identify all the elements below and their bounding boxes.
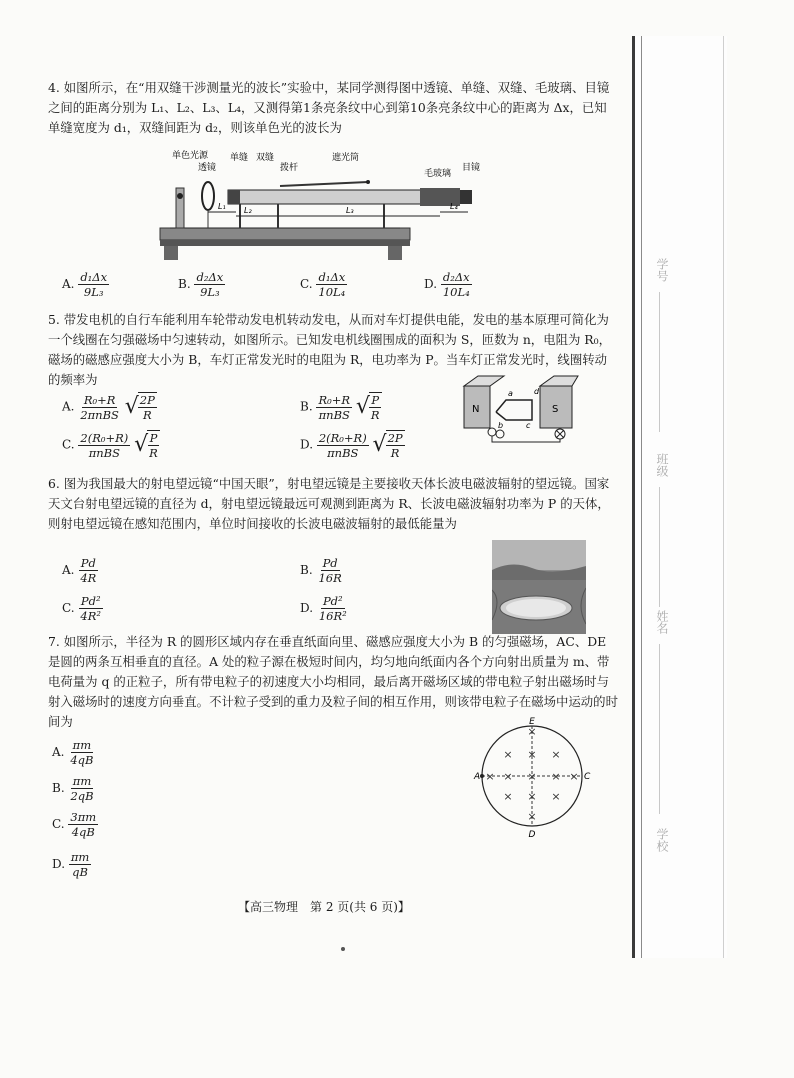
- radical-denominator: R: [149, 446, 158, 460]
- option-label: D.: [300, 601, 314, 615]
- label-lens: 透镜: [198, 163, 217, 173]
- label-L2: L₂: [244, 206, 252, 215]
- option-label: A.: [62, 399, 75, 414]
- option-denominator: 16R: [318, 571, 342, 585]
- question-4-stem: 4. 如图所示，在“用双缝干涉测量光的波长”实验中，某同学测得图中透镜、单缝、双缝、毛玻璃、目镜之间的距离分别为 L₁、L₂、L₃、L₄，又测得第1条亮条纹中心到第10条亮条纹中心的距离为 Δx，已知单缝宽度为 d₁，双缝间距为 d₂，则该单色光的波长为: [48, 80, 610, 135]
- binding-line: [659, 644, 660, 814]
- option-label: C.: [62, 437, 75, 452]
- option-denominator: 4R: [80, 571, 97, 585]
- option-denominator: 10L₄: [318, 285, 346, 299]
- option-label: C.: [62, 601, 75, 615]
- label-single-slit: 单缝: [230, 153, 249, 163]
- option-label: D.: [424, 277, 438, 291]
- option-denominator: πnBS: [318, 407, 350, 422]
- label-double-slit: 双缝: [256, 153, 275, 163]
- label-tube: 遮光筒: [332, 153, 360, 163]
- magnetic-field-circle-figure: [470, 716, 594, 840]
- option-label: A.: [62, 563, 75, 577]
- svg-text:×: ×: [551, 770, 561, 783]
- label-L1: L₁: [218, 202, 226, 211]
- coil-label-a: a: [508, 389, 513, 398]
- q6-option-b[interactable]: [300, 556, 344, 585]
- option-numerator: 2(R₀+R): [80, 430, 129, 445]
- svg-text:×: ×: [503, 770, 513, 783]
- option-numerator: d₂Δx: [442, 270, 470, 284]
- option-numerator: Pd²: [322, 594, 343, 608]
- q7-option-b[interactable]: [52, 774, 96, 803]
- option-denominator: 2qB: [70, 789, 94, 803]
- svg-text:×: ×: [551, 790, 561, 803]
- option-numerator: Pd: [80, 556, 96, 570]
- binding-label-school: 学校: [655, 828, 669, 852]
- q7-option-c[interactable]: [52, 810, 98, 839]
- option-denominator: 4qB: [71, 825, 95, 839]
- option-denominator: 9L₃: [200, 285, 220, 299]
- q5-option-d[interactable]: D. $\frac{\text{2(R₀+R)}}{\text{πnBS}}$ √ $\frac{2P}{R}$: [300, 430, 403, 460]
- option-numerator: Pd²: [80, 594, 101, 608]
- option-denominator: πnBS: [327, 445, 359, 460]
- coil-label-c: c: [526, 421, 531, 430]
- label-light-source: 单色光源: [172, 151, 209, 161]
- option-denominator: 10L₄: [442, 285, 470, 299]
- generator-coil-figure: [460, 372, 580, 448]
- radical-numerator: P: [149, 431, 158, 445]
- radical-numerator: 2P: [387, 431, 403, 445]
- option-label: C.: [300, 277, 313, 291]
- q6-option-c[interactable]: [62, 594, 103, 623]
- svg-text:×: ×: [527, 790, 537, 803]
- svg-text:×: ×: [551, 748, 561, 761]
- page-footer: 【高三物理 第 2 页(共 6 页)】: [238, 900, 410, 914]
- option-numerator: d₁Δx: [80, 270, 108, 284]
- radical-numerator: 2P: [139, 393, 155, 407]
- q5-option-a[interactable]: A. $\frac{\text{R₀+R}}{\text{2πnBS}}$ √ $\frac{2P}{R}$: [62, 392, 155, 422]
- binding-line: [659, 292, 660, 432]
- option-numerator: πm: [72, 738, 92, 752]
- q6-option-d[interactable]: [300, 594, 349, 623]
- q5-option-b[interactable]: B. $\frac{\text{R₀+R}}{\text{πnBS}}$ √ $\frac{P}{R}$: [300, 392, 380, 422]
- option-denominator: 4qB: [70, 753, 94, 767]
- option-label: B.: [178, 277, 191, 291]
- question-4: [48, 78, 618, 138]
- question-7-stem: 7. 如图所示，半径为 R 的圆形区域内存在垂直纸面向里、磁感应强度大小为 B 的匀强磁场，AC、DE 是圆的两条互相垂直的直径。A 处的粒子源在极短时间内，均匀地向纸面内各个方向射出质量为 m、带电荷量为 q 的正粒子，所有带电粒子的初速度大小均相同，最后离开磁场区域的带电粒子射出磁场时与射入磁场时的速度方向垂直。不计粒子受到的重力及粒子间的相互作用，则该带电粒子在磁场中运动的时间为: [48, 634, 618, 729]
- radical-denominator: R: [390, 446, 400, 460]
- label-ground-glass: 毛玻璃: [424, 169, 452, 179]
- svg-text:×: ×: [503, 790, 513, 803]
- scan-speck: [341, 947, 345, 951]
- radical-denominator: R: [370, 408, 380, 422]
- option-denominator: 2πnBS: [80, 407, 119, 422]
- magnet-south-label: S: [552, 404, 559, 415]
- svg-text:×: ×: [503, 748, 513, 761]
- coil-label-b: b: [498, 421, 504, 430]
- svg-text:×: ×: [485, 770, 495, 783]
- radical-denominator: R: [142, 408, 152, 422]
- option-denominator: πnBS: [88, 445, 120, 460]
- label-lever: 拨杆: [280, 163, 299, 173]
- fast-telescope-photo: [492, 540, 586, 634]
- magnet-north-label: N: [472, 404, 480, 415]
- option-numerator: R₀+R: [318, 392, 351, 407]
- question-6-stem: 6. 图为我国最大的射电望远镜“中国天眼”，射电望远镜是主要接收天体长波电磁波辐射的望远镜。国家天文台射电望远镜的直径为 d，射电望远镜最远可观测到距离为 R、长波电磁波辐射功率为 P 的天体，则射电望远镜在感知范围内，单位时间接收的长波电磁波辐射的最低能量为: [48, 476, 610, 531]
- svg-text:×: ×: [527, 810, 537, 823]
- option-label: A.: [62, 277, 75, 291]
- label-L3: L₃: [346, 206, 354, 215]
- option-label: C.: [52, 817, 65, 831]
- option-label: B.: [52, 781, 65, 795]
- option-numerator: d₁Δx: [318, 270, 346, 284]
- option-numerator: d₂Δx: [196, 270, 224, 284]
- option-numerator: πm: [72, 774, 92, 788]
- option-numerator: 2(R₀+R): [318, 430, 367, 445]
- q7-option-d[interactable]: [52, 850, 91, 879]
- double-slit-apparatus-figure: [150, 146, 480, 264]
- svg-text:×: ×: [527, 748, 537, 761]
- question-5-stem: 5. 带发电机的自行车能利用车轮带动发电机转动发电，从而对车灯提供电能，发电的基本原理可简化为一个线圈在匀强磁场中匀速转动，如图所示。已知发电机线圈围成的面积为 S，匝数为 n，电阻为 R₀，磁场的磁感应强度大小为 B，车灯正常发光时的电阻为 R，电功率为 P。当车灯正常发光时，线圈转动的频率为: [48, 312, 611, 387]
- q4-option-a[interactable]: [62, 270, 109, 299]
- coil-label-d: d: [534, 387, 540, 396]
- option-label: A.: [52, 745, 65, 759]
- option-numerator: 3πm: [70, 810, 97, 824]
- q4-option-d[interactable]: [424, 270, 472, 299]
- option-numerator: πm: [70, 850, 90, 864]
- option-label: D.: [52, 857, 66, 871]
- q4-option-b[interactable]: [178, 270, 225, 299]
- binding-label-class: 班级: [655, 453, 669, 477]
- binding-label-student-id: 学号: [655, 258, 669, 282]
- question-6: [48, 474, 618, 534]
- option-denominator: 16R²: [318, 609, 347, 623]
- option-label: D.: [300, 437, 314, 452]
- label-L4: L₄: [450, 202, 458, 211]
- binding-border: [641, 36, 642, 958]
- q4-option-c[interactable]: [300, 270, 347, 299]
- point-C-label: C: [584, 772, 591, 782]
- binding-label-name: 姓名: [655, 610, 669, 634]
- q6-option-a[interactable]: [62, 556, 98, 585]
- point-D-label: D: [528, 830, 536, 840]
- q5-option-c[interactable]: C. $\frac{\text{2(R₀+R)}}{\text{πnBS}}$ √ $\frac{P}{R}$: [62, 430, 158, 460]
- option-numerator: Pd: [322, 556, 338, 570]
- label-eyepiece: 目镜: [462, 163, 480, 173]
- radical-numerator: P: [371, 393, 380, 407]
- svg-text:×: ×: [527, 770, 537, 783]
- option-label: B.: [300, 399, 313, 414]
- option-denominator: 4R²: [80, 609, 101, 623]
- svg-text:×: ×: [569, 770, 579, 783]
- point-A-label: A: [474, 772, 481, 782]
- option-label: B.: [300, 563, 313, 577]
- option-numerator: R₀+R: [83, 392, 116, 407]
- point-E-label: E: [529, 717, 535, 727]
- binding-line: [659, 487, 660, 607]
- binding-edge: [723, 36, 724, 958]
- q7-option-a[interactable]: [52, 738, 95, 767]
- svg-text:×: ×: [527, 725, 537, 738]
- option-denominator: 9L₃: [83, 285, 104, 299]
- option-denominator: qB: [72, 865, 88, 879]
- binding-strip: [632, 36, 727, 958]
